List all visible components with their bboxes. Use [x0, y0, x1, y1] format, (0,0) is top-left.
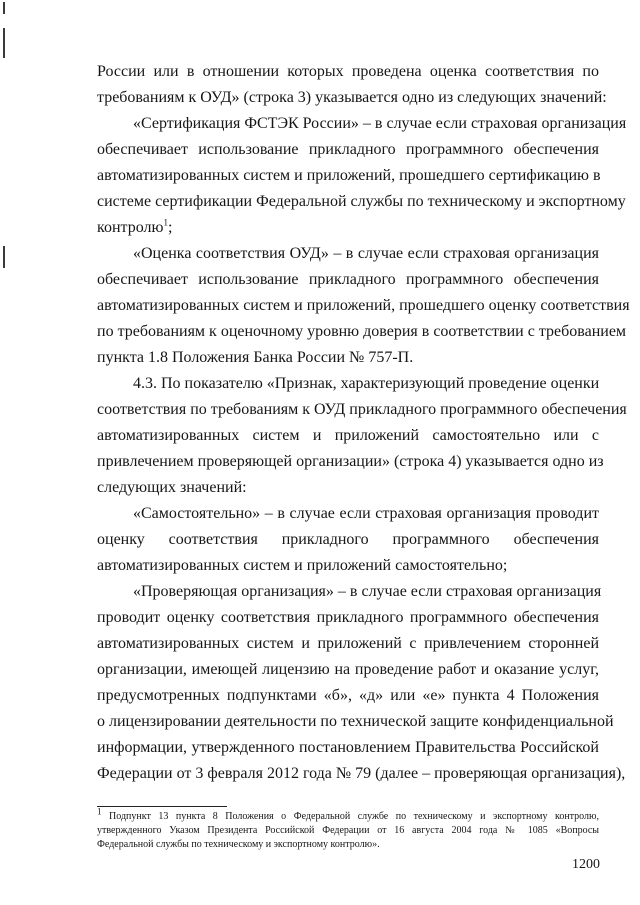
footnote-line: Федеральной службы по техническому и экспортному контролю».	[97, 839, 380, 850]
scan-artifact-mark	[3, 2, 5, 14]
text-line: соответствия по требованиям к ОУД прикладного программного обеспечения	[97, 401, 627, 418]
text-line: автоматизированных систем и приложений с привлечением сторонней	[97, 635, 599, 652]
text-line: обеспечивает использование прикладного программного обеспечения	[97, 271, 599, 288]
footnote-reference-suffix: ;	[167, 219, 173, 236]
footnote-reference: 1	[163, 217, 168, 228]
text-line: «Проверяющая организация» – в случае если страховая организация	[133, 583, 602, 600]
scan-artifact-mark	[3, 28, 5, 58]
text-line: 4.3. По показателю «Признак, характеризующий проведение оценки	[133, 375, 600, 392]
text-line: требованиям к ОУД» (строка 3) указывается одно из следующих значений:	[97, 89, 607, 106]
text-line: организации, имеющей лицензию на проведение работ и оказание услуг,	[97, 661, 599, 678]
text-line-content: контролю	[97, 219, 164, 236]
text-line: автоматизированных систем и приложений самостоятельно или с	[97, 427, 599, 444]
page-number: 1200	[572, 857, 600, 872]
text-line: «Оценка соответствия ОУД» – в случае если страховая организация	[133, 245, 599, 262]
text-line: по требованиям к оценочному уровню доверия в соответствии с требованием	[97, 323, 627, 340]
text-line: следующих значений:	[97, 479, 247, 496]
text-line: «Сертификация ФСТЭК России» – в случае если страховая организация	[133, 115, 627, 132]
text-line: автоматизированных систем и приложений, прошедшего оценку соответствия	[97, 297, 630, 314]
text-line: проводит оценку соответствия прикладного программного обеспечения	[97, 609, 599, 626]
text-line: системе сертификации Федеральной службы по техническому и экспортному	[97, 193, 626, 210]
text-line: Федерации от 3 февраля 2012 года № 79 (далее – проверяющая организация),	[97, 765, 626, 782]
text-line: пункта 1.8 Положения Банка России № 757-П.	[97, 349, 414, 366]
footnote-line: утвержденного Указом Президента Российской Федерации от 16 августа 2004 года № 1085 «Вопросы	[97, 825, 599, 836]
text-line: автоматизированных систем и приложений самостоятельно;	[97, 557, 508, 574]
footnote-marker: 1	[97, 806, 102, 817]
scan-artifact-mark	[3, 246, 5, 268]
footnote-text: Подпункт 13 пункта 8 Положения о Федеральной службе по техническому и экспортному контролю,	[109, 811, 600, 822]
text-line: информации, утвержденного постановлением Правительства Российской	[97, 739, 599, 756]
footnote-line	[97, 806, 600, 824]
text-line: обеспечивает использование прикладного программного обеспечения	[97, 141, 599, 158]
text-line: автоматизированных систем и приложений, прошедшего сертификацию в	[97, 167, 601, 184]
text-line: предусмотренных подпунктами «б», «д» или «е» пункта 4 Положения	[97, 687, 599, 704]
text-line: оценку соответствия прикладного программного обеспечения	[97, 531, 599, 548]
text-line: «Самостоятельно» – в случае если страховая организация проводит	[133, 505, 599, 522]
text-line: России или в отношении которых проведена оценка соответствия по	[97, 63, 599, 80]
footnote-separator	[97, 806, 227, 807]
text-line: привлечением проверяющей организации» (строка 4) указывается одно из	[97, 453, 604, 470]
text-line	[97, 217, 599, 239]
text-line: о лицензировании деятельности по технической защите конфиденциальной	[97, 713, 614, 730]
